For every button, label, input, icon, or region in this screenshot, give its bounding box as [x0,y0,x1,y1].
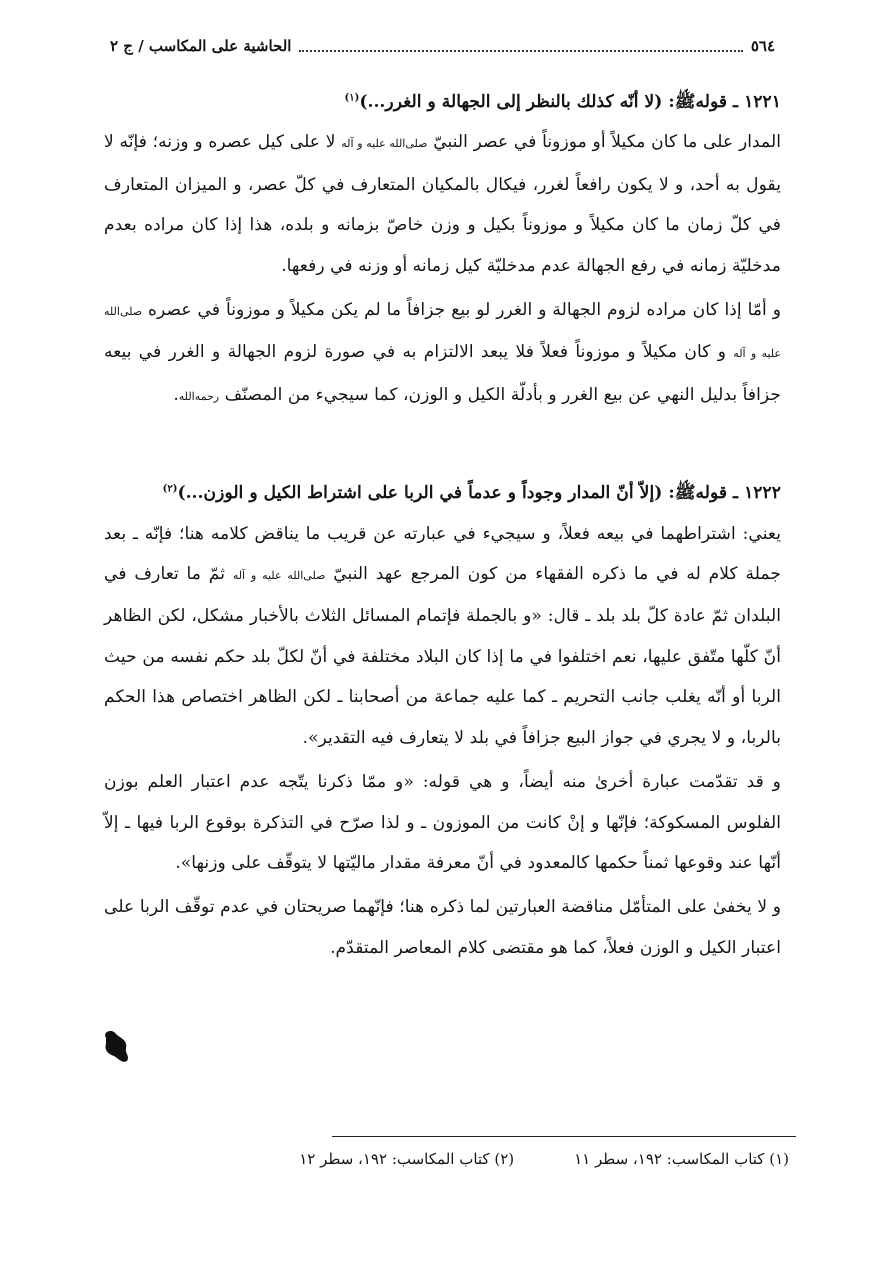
honorific-small-text: صلى‌الله‌ عليه و آله [341,137,428,151]
section-heading-1221: ١٢٢١ ـ قولهﷺ: (لا أنّه كذلك بالنظر إلى الجهالة و الغرر...)$^{(١)}$ [344,92,781,112]
footnote-reference-1: (١) [344,92,360,104]
footnote-2: (٢) كتاب المكاسب: ١٩٢، سطر ١٢ [299,1150,515,1168]
footnote-reference-2: (٢) [162,483,178,495]
page-number: ٥٦٤ [750,37,775,55]
footnote-separator [332,1136,796,1137]
paragraph: يعني: اشتراطهما في بيعه فعلاً، و سيجيء في عبارته عن قريب ما يناقض كلامه هنا؛ فإنّه ـ بعد جملة كلام له في ما ذكره الفقهاء من كون المرجع عهد النبيّ صلى‌الله‌ عليه و آله ثمّ ما تعارف في البلدان ثمّ عادة كلّ بلد بلد ـ قال: «و بالجملة فإتمام المسائل الثلاث بالأخبار مشكل، لكن الظاهر أنّ كلّها متّفق عليها، نعم اختلفوا في ما إذا كان البلاد مختلفة في أنّ لكلّ بلد حكم نفسه من حيث الربا أو أنّه يغلب جانب التحريم ـ كما عليه جماعة من أصحابنا ـ لكن الظاهر اختصاص هذا الحكم بالربا، و لا يجري في جواز البيع جزافاً في بلد لا يتعارف فيه التقدير». [104,523,781,748]
paragraph: و أمّا إذا كان مراده لزوم الجهالة و الغرر لو بيع جزافاً ما لم يكن مكيلاً و موزوناً في عصره صلى‌الله‌ عليه و آله و كان مكيلاً و موزوناً فعلاً فلا يبعد الالتزام به في صورة لزوم الجهالة و الغرر في بيعه جزافاً بدليل النهي عن بيع الغرر و بأدلّة الكيل و الوزن، كما سيجيء من المصنّف رحمه‌الله. [104,300,782,405]
running-title: الحاشية على المكاسب / ج ٢ [110,37,292,55]
section-heading-1222: ١٢٢٢ ـ قولهﷺ: (إلاّ أنّ المدار وجوداً و عدماً في الربا على اشتراط الكيل و الوزن...)$^{(٢)}$ [162,483,781,504]
header-dot-leader [299,40,742,52]
ink-blot-mark [100,1028,132,1064]
paragraph: المدار على ما كان مكيلاً أو موزوناً في عصر النبيّ صلى‌الله‌ عليه و آله لا على كيل عصره و وزنه؛ فإنّه لا يقول به أحد، و لا يكون رافعاً لغرر، فيكال بالمكيان المتعارف في كلّ عصر، و الميزان المتعارف في كلّ زمان ما كان مكيلاً و موزوناً بكيل و وزن خاصّ بزمانه و بلده، هذا إذا كان مراده بعدم مدخليّة زمانه في رفع الجهالة عدم مدخليّة كيل زمانه أو وزنه في رفعها. [104,132,781,276]
honorific-glyph: ﷺ [674,483,696,504]
paragraph: و لا يخفىٰ على المتأمّل مناقضة العبارتين لما ذكره هنا؛ فإنّهما صريحتان في عدم توقّف الربا على اعتبار الكيل و الوزن فعلاً، كما هو مقتضى كلام المعاصر المتقدّم. [104,897,781,958]
honorific-glyph: ﷺ [674,92,696,112]
running-header [110,36,775,56]
paragraph: و قد تقدّمت عبارة أخرىٰ منه أيضاً، و هي قوله: «و ممّا ذكرنا يتّجه عدم اعتبار العلم بوزن الفلوس المسكوكة؛ فإنّها و إنْ كانت من الموزون ـ و لذا صرّح في التذكرة بوقوع الربا فيها ـ إلاّ أنّها عند وقوعها ثمناً حكمها كالمعدود في أنّ معرفة مقدار ماليّتها لا يتوقّف على وزنها». [104,772,781,873]
footnote-1: (١) كتاب المكاسب: ١٩٢، سطر ١١ [574,1150,789,1168]
honorific-small-text: صلى‌الله‌ عليه و آله [104,305,781,361]
footnotes [196,1148,789,1170]
main-text [104,82,781,968]
honorific-small-text: رحمه‌الله [178,389,220,403]
honorific-small-text: صلى‌الله‌ عليه و آله [232,569,326,583]
